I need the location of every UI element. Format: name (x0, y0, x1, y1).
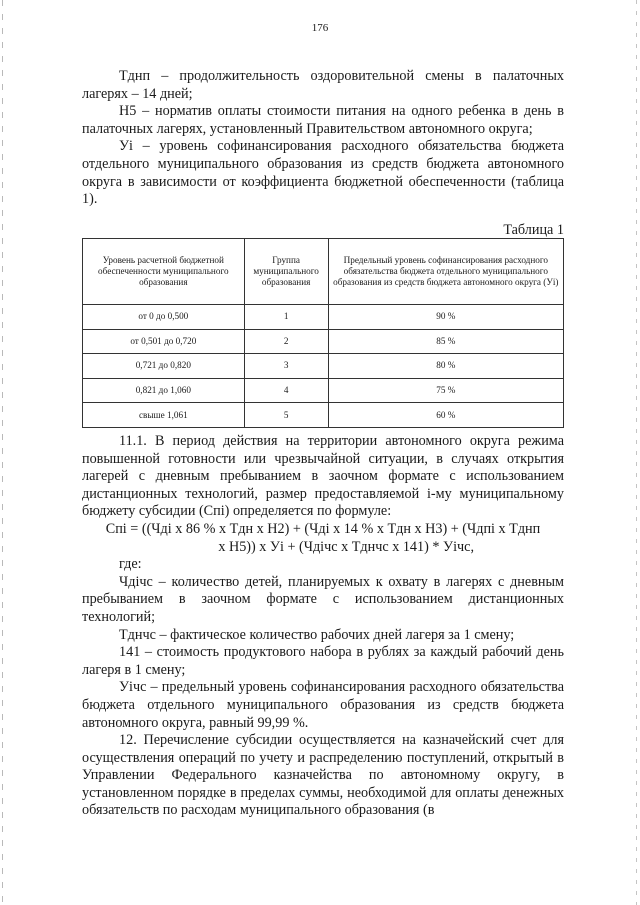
section-12: 12. Перечисление субсидии осуществляется на казначейский счет для осуществления операций по учету и распределению поступлений, открытый в Управлении Федерального казначейства по автономному округу, в установленном порядке в пределах суммы, необходимой для оплаты денежных обязательств по расходам муниципального образования (в (82, 732, 564, 819)
cell-group: 4 (244, 378, 328, 403)
header-cofinancing-rate: Предельный уровень софинансирования расходного обязательства бюджета отдельного муниципального образования из средств бюджета автономного округа (Уi) (328, 239, 563, 305)
cell-rate: 60 % (328, 403, 563, 428)
top-text-block (82, 68, 564, 209)
definition-chdichs: Чдiчс – количество детей, планируемых к охвату в лагерях с дневным пребыванием в заочном формате с использованием дистанционных технологий; (82, 573, 564, 625)
scan-edge-left (2, 0, 3, 905)
table-header-row (83, 239, 564, 305)
formula-line-1: Спi = ((Чдi х 86 % х Тдн х Н2) + (Чдi х 14 % х Тдн х Н3) + (Чдпi х Тднп (105, 520, 541, 537)
formula-line-2: х Н5)) х Уi + (Чдiчс х Тднчс х 141) * Уiчс, (218, 538, 474, 555)
table-caption: Таблица 1 (503, 222, 564, 238)
cell-level: свыше 1,061 (83, 403, 245, 428)
table-row (83, 329, 564, 354)
cell-group: 5 (244, 403, 328, 428)
paragraph-tdnp: Тднп – продолжительность оздоровительной смены в палаточных лагерях – 14 дней; (82, 68, 564, 102)
bottom-text-block (82, 433, 564, 820)
section-11-1: 11.1. В период действия на территории автономного округа режима повышенной готовности или чрезвычайной ситуации, в случаях открытия лагерей с дневным пребыванием в заочном формате с использованием дистанционных технологий, размер предоставляемой i-му муниципальному бюджету субсидии (Спi) определяется по формуле: (82, 433, 564, 520)
cell-group: 2 (244, 329, 328, 354)
page-number: 176 (311, 22, 329, 34)
table-row (83, 305, 564, 330)
cell-group: 3 (244, 354, 328, 379)
cell-rate: 90 % (328, 305, 563, 330)
paragraph-n5: Н5 – норматив оплаты стоимости питания на одного ребенка в день в палаточных лагерях, установленный Правительством автономного округа; (82, 103, 564, 137)
definition-tdnchs: Тднчс – фактическое количество рабочих дней лагеря за 1 смену; (119, 626, 515, 643)
cell-level: 0,721 до 0,820 (83, 354, 245, 379)
cell-group: 1 (244, 305, 328, 330)
where-label: где: (119, 556, 142, 573)
definition-141: 141 – стоимость продуктового набора в рублях за каждый рабочий день лагеря в 1 смену; (82, 644, 564, 678)
table-row (83, 354, 564, 379)
cell-level: от 0 до 0,500 (83, 305, 245, 330)
paragraph-ui: Уi – уровень софинансирования расходного обязательства бюджета отдельного муниципального образования из средств бюджета автономного округа в зависимости от коэффициента бюджетной обеспеченности (таблица 1). (82, 138, 564, 208)
cell-rate: 80 % (328, 354, 563, 379)
cell-level: 0,821 до 1,060 (83, 378, 245, 403)
definition-uichs: Уiчс – предельный уровень софинансирования расходного обязательства бюджета отдельного муниципального образования из средств бюджета автономного округа, равный 99,99 %. (82, 679, 564, 731)
table-row (83, 403, 564, 428)
cell-rate: 75 % (328, 378, 563, 403)
header-budget-level: Уровень расчетной бюджетной обеспеченности муниципального образования (83, 239, 245, 305)
cell-level: от 0,501 до 0,720 (83, 329, 245, 354)
header-group: Группа муниципального образования (244, 239, 328, 305)
cofinancing-table (82, 238, 564, 428)
cell-rate: 85 % (328, 329, 563, 354)
scan-edge-right (636, 0, 637, 905)
table-row (83, 378, 564, 403)
